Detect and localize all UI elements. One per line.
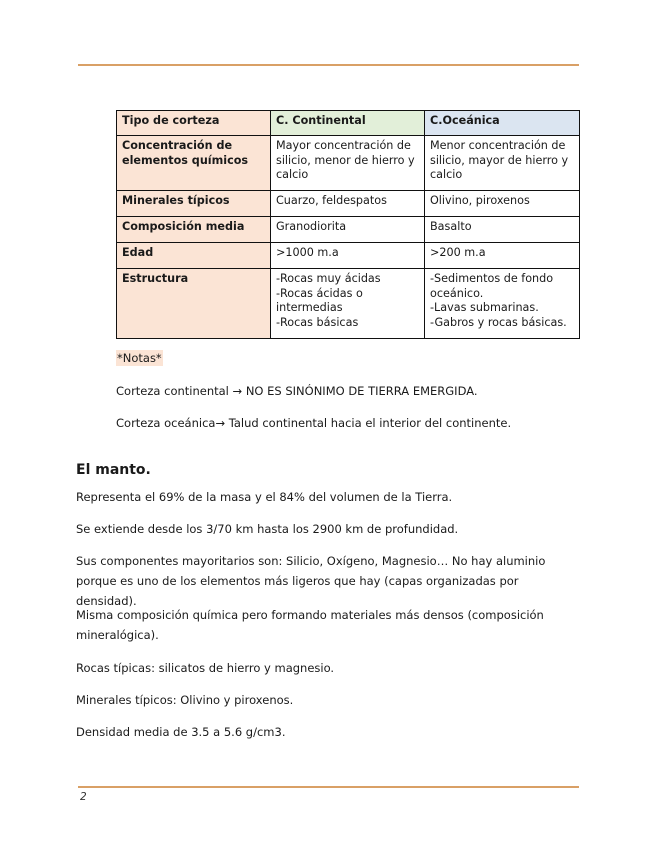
header-cell-oceanic: C.Oceánica [425,111,580,136]
cell-continental: >1000 m.a [271,243,425,269]
note-line: Corteza oceánica→ Talud continental hacia el interior del continente. [116,416,512,430]
page-number: 2 [80,791,87,803]
row-label: Minerales típicos [117,191,271,217]
header-cell-continental: C. Continental [271,111,425,136]
cell-oceanic: >200 m.a [425,243,580,269]
cell-continental: Granodiorita [271,217,425,243]
header-cell-type: Tipo de corteza [117,111,271,136]
cell-continental: Mayor concentración de silicio, menor de hierro y calcio [271,136,425,191]
footer-rule [78,786,579,788]
row-label: Edad [117,243,271,269]
structure-line: -Gabros y rocas básicas. [430,315,567,329]
paragraph: Misma composición química pero formando materiales más densos (composición mineralógica). [76,608,544,642]
cell-oceanic: Menor concentración de silicio, mayor de hierro y calcio [425,136,580,191]
paragraph: Densidad media de 3.5 a 5.6 g/cm3. [76,725,286,739]
structure-line: -Rocas ácidas o intermedias [276,286,363,314]
crust-comparison-table [116,110,580,339]
row-label: Estructura [117,269,271,339]
row-label: Composición media [117,217,271,243]
structure-line: -Lavas submarinas. [430,301,539,314]
structure-line: -Rocas básicas [276,315,359,329]
table-row [117,191,580,217]
structure-line: -Sedimentos de fondo oceánico. [430,272,554,300]
table-row [117,217,580,243]
structure-line: -Rocas muy ácidas [276,272,381,285]
table-row [117,243,580,269]
cell-continental [271,269,425,339]
table-row [117,269,580,339]
notes-tag: *Notas* [117,351,162,365]
paragraph: Representa el 69% de la masa y el 84% del volumen de la Tierra. [76,490,453,504]
paragraph: Se extiende desde los 3/70 km hasta los 2900 km de profundidad. [76,522,459,536]
row-label: Concentración de elementos químicos [117,136,271,191]
table-header-row [117,111,580,136]
section-heading: El manto. [76,462,151,478]
cell-continental: Cuarzo, feldespatos [271,191,425,217]
cell-oceanic [425,269,580,339]
cell-oceanic: Basalto [425,217,580,243]
note-line: Corteza continental → NO ES SINÓNIMO DE TIERRA EMERGIDA. [116,384,478,398]
paragraph: Rocas típicas: silicatos de hierro y magnesio. [76,661,335,675]
cell-oceanic: Olivino, piroxenos [425,191,580,217]
paragraph: Minerales típicos: Olivino y piroxenos. [76,693,294,707]
paragraph: Sus componentes mayoritarios son: Silicio, Oxígeno, Magnesio… No hay aluminio porque es uno de los elementos más ligeros que hay (capas organizadas por densidad). [76,554,546,608]
header-rule [78,64,579,66]
table-row [117,136,580,191]
